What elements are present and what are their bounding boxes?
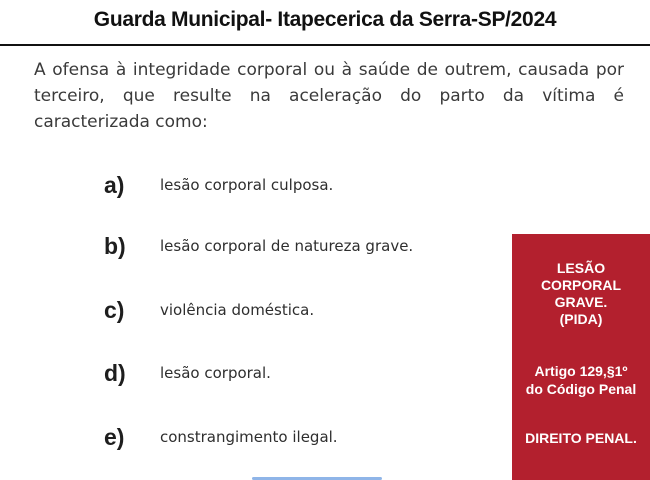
- option-text: lesão corporal de natureza grave.: [160, 237, 414, 255]
- option-text: constrangimento ilegal.: [160, 428, 338, 446]
- option-text: violência doméstica.: [160, 301, 315, 319]
- article-line: Artigo 129,§1º: [534, 363, 628, 379]
- answer-label: [512, 260, 650, 328]
- option-letter: e): [104, 424, 125, 450]
- question-text: A ofensa à integridade corporal ou à saúde de outrem, causada por terceiro, que resulte na aceleração do parto da vítima é caracterizada como:: [34, 60, 624, 132]
- answer-line: LESÃO: [556, 260, 606, 276]
- page-header: [0, 0, 650, 46]
- answer-panel: [512, 234, 650, 480]
- subject-label: DIREITO PENAL.: [525, 430, 637, 446]
- answer-line: CORPORAL: [540, 277, 622, 293]
- option-letter: a): [104, 172, 125, 198]
- option-letter: d): [104, 360, 126, 386]
- option-text: lesão corporal.: [160, 364, 271, 382]
- page-title: Guarda Municipal- Itapecerica da Serra-SP/2024: [93, 8, 557, 31]
- option-text: lesão corporal culposa.: [160, 176, 334, 194]
- answer-line: GRAVE.: [554, 294, 608, 310]
- option-letter: c): [104, 297, 125, 323]
- article-line: do Código Penal: [525, 381, 637, 397]
- article-reference: [512, 362, 650, 398]
- option-letter: b): [104, 233, 126, 259]
- answer-line: (PIDA): [559, 311, 603, 327]
